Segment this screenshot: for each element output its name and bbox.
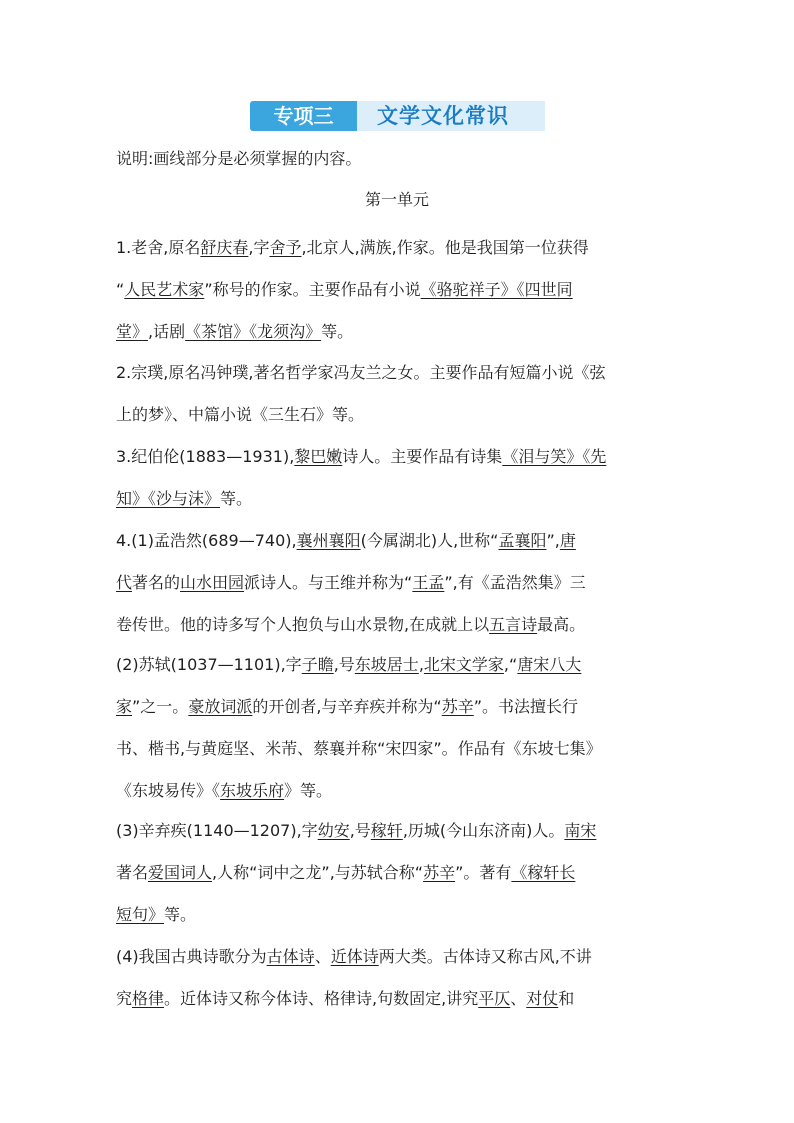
text-line xyxy=(116,810,681,852)
text-run: 《东坡易传》《 xyxy=(116,781,221,800)
text-line xyxy=(116,478,681,520)
underlined-term: 短句》 xyxy=(116,905,165,924)
underlined-term: 唐 xyxy=(559,531,576,550)
section-number: 专项三 xyxy=(250,101,357,131)
underlined-term: 东坡居士 xyxy=(354,655,419,674)
text-run: , xyxy=(418,655,424,674)
underlined-term: 格律 xyxy=(132,989,165,1008)
text-run: 、 xyxy=(314,947,331,966)
underlined-term: 代 xyxy=(116,573,133,592)
underlined-term: 堂》 xyxy=(116,322,149,341)
text-run: ,号 xyxy=(333,655,355,674)
underlined-term: 《泪与笑》《先 xyxy=(502,447,607,466)
text-run: (3)辛弃疾(1140—1207),字 xyxy=(116,821,318,840)
underlined-term: 东坡乐府 xyxy=(220,781,285,800)
text-run: 等。 xyxy=(164,905,197,924)
text-run: ,“ xyxy=(503,655,518,674)
text-run: ”称号的作家。主要作品有小说 xyxy=(204,280,421,299)
underlined-term: 苏辛 xyxy=(423,863,456,882)
text-run: ,人称“词中之龙”,与苏轼合称“ xyxy=(212,863,424,882)
text-line xyxy=(116,311,681,353)
underlined-term: 孟襄阳 xyxy=(498,531,547,550)
text-run: ”,有《孟浩然集》三 xyxy=(444,573,586,592)
underlined-term: 五言诗 xyxy=(489,615,538,634)
text-run: 、 xyxy=(510,989,527,1008)
underlined-term: 南宋 xyxy=(564,821,597,840)
paragraph-classical-poetry xyxy=(116,936,681,1020)
text-run: ,号 xyxy=(349,821,371,840)
underlined-term: 家 xyxy=(116,697,133,716)
text-run: (今属湖北)人,世称“ xyxy=(360,531,499,550)
text-line xyxy=(116,852,681,894)
text-line xyxy=(116,936,681,978)
text-run: 究 xyxy=(116,989,133,1008)
section-title: 文学文化常识 xyxy=(357,101,545,131)
text-run: 》等。 xyxy=(284,781,333,800)
text-line: 2.宗璞,原名冯钟璞,著名哲学家冯友兰之女。主要作品有短篇小说《弦 xyxy=(116,363,606,382)
underlined-term: 黎巴嫩 xyxy=(294,447,343,466)
text-line xyxy=(116,227,681,269)
text-line xyxy=(116,978,681,1020)
text-line xyxy=(116,269,681,311)
text-run: 著名的 xyxy=(132,573,181,592)
underlined-term: 对仗 xyxy=(526,989,559,1008)
underlined-term: 山水田园 xyxy=(180,573,245,592)
text-run: (2)苏轼(1037—1101),字 xyxy=(116,655,302,674)
paragraph-xinqiji xyxy=(116,810,681,936)
underlined-term: 爱国词人 xyxy=(148,863,213,882)
paragraph-menghaoran xyxy=(116,520,681,646)
text-run: 1.老舍,原名 xyxy=(116,238,201,257)
paragraph-gibran xyxy=(116,436,681,520)
text-run: ,话剧 xyxy=(148,322,186,341)
underlined-term: 幼安 xyxy=(317,821,350,840)
unit-title: 第一单元 xyxy=(364,190,429,209)
text-run: 最高。 xyxy=(537,615,586,634)
underlined-term: 子瞻 xyxy=(301,655,334,674)
text-run: 的开创者,与辛弃疾并称为“ xyxy=(252,697,442,716)
text-run: 著名 xyxy=(116,863,149,882)
text-run: “ xyxy=(116,280,125,299)
underlined-term: 王孟 xyxy=(412,573,445,592)
underlined-term: 近体诗 xyxy=(330,947,379,966)
text-run: ”。书法擅长行 xyxy=(473,697,579,716)
underlined-term: 豪放词派 xyxy=(188,697,253,716)
underlined-term: 舍予 xyxy=(269,238,302,257)
underlined-term: 知》《沙与沫》 xyxy=(116,489,221,508)
text-run: 等。 xyxy=(220,489,253,508)
text-run: ,字 xyxy=(248,238,270,257)
text-run: (4)我国古典诗歌分为 xyxy=(116,947,267,966)
text-line xyxy=(116,436,681,478)
text-run: 等。 xyxy=(321,322,354,341)
text-run: 两大类。古体诗又称古风,不讲 xyxy=(378,947,592,966)
text-run: ”。著有 xyxy=(455,863,512,882)
text-run: 3.纪伯伦(1883—1931), xyxy=(116,447,295,466)
text-line xyxy=(116,604,681,646)
text-run: 和 xyxy=(558,989,575,1008)
text-run: ,历城(今山东济南)人。 xyxy=(402,821,565,840)
underlined-term: 《稼轩长 xyxy=(511,863,576,882)
text-line: 书、楷书,与黄庭坚、米芾、蔡襄并称“宋四家”。作品有《东坡七集》 xyxy=(116,739,602,758)
text-run: 派诗人。与王维并称为“ xyxy=(244,573,413,592)
underlined-term: 苏辛 xyxy=(441,697,474,716)
text-line xyxy=(116,894,681,936)
text-line: 上的梦》、中篇小说《三生石》等。 xyxy=(116,405,365,424)
underlined-term: 襄州襄阳 xyxy=(296,531,361,550)
text-run: 诗人。主要作品有诗集 xyxy=(342,447,503,466)
text-line xyxy=(116,562,681,604)
underlined-term: 舒庆春 xyxy=(200,238,249,257)
text-run: 卷传世。他的诗多写个人抱负与山水景物,在成就上以 xyxy=(116,615,490,634)
text-line xyxy=(116,644,681,686)
text-run: ”, xyxy=(546,531,560,550)
paragraph-laoshe xyxy=(116,227,681,353)
note-text: 说明:画线部分是必须掌握的内容。 xyxy=(116,149,362,168)
underlined-term: 古体诗 xyxy=(266,947,315,966)
text-line xyxy=(116,520,681,562)
text-line xyxy=(116,686,681,728)
underlined-term: 唐宋八大 xyxy=(517,655,582,674)
underlined-term: 稼轩 xyxy=(370,821,403,840)
underlined-term: 《骆驼祥子》《四世同 xyxy=(420,280,573,299)
underlined-term: 人民艺术家 xyxy=(124,280,205,299)
text-run: ,北京人,满族,作家。他是我国第一位获得 xyxy=(301,238,589,257)
text-run: 4.(1)孟浩然(689—740), xyxy=(116,531,297,550)
underlined-term: 北宋文学家 xyxy=(423,655,504,674)
paragraph-sushi xyxy=(116,644,681,812)
text-run: ”之一。 xyxy=(132,697,189,716)
underlined-term: 《茶馆》《龙须沟》 xyxy=(185,322,322,341)
underlined-term: 平仄 xyxy=(478,989,511,1008)
paragraph-zongpu xyxy=(116,352,681,436)
text-line xyxy=(116,770,681,812)
text-run: 。近体诗又称今体诗、格律诗,句数固定,讲究 xyxy=(164,989,479,1008)
